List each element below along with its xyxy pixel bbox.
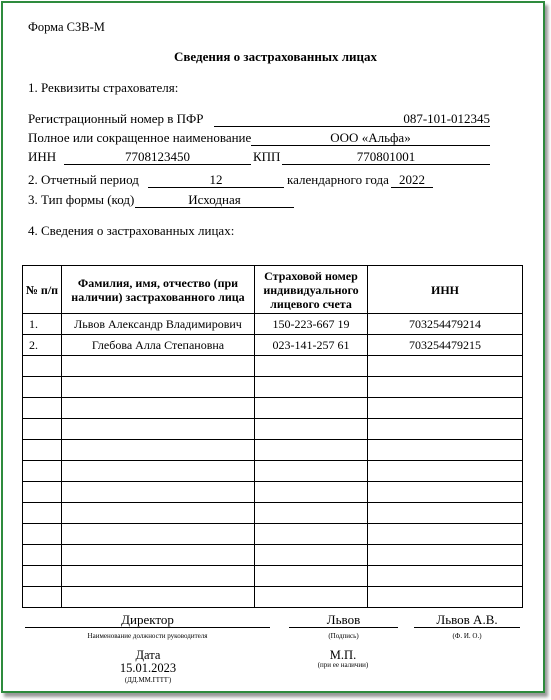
- document-title: Сведения о застрахованных лицах: [174, 49, 377, 64]
- table-row: [23, 398, 523, 419]
- cell-fullname: Львов Александр Владимирович: [62, 314, 255, 335]
- form-label: Форма СЗВ-М: [28, 20, 105, 34]
- table-row: [23, 314, 523, 335]
- cell-fullname: [62, 440, 255, 461]
- cell-snils: [255, 482, 368, 503]
- cell-snils: [255, 356, 368, 377]
- cell-fullname: [62, 356, 255, 377]
- position-value: Директор: [25, 612, 270, 628]
- reg-number-value: 087-101-012345: [214, 111, 490, 127]
- year-value: 2022: [391, 172, 433, 188]
- cell-inn: [368, 356, 523, 377]
- period-label: 2. Отчетный период: [28, 172, 139, 187]
- cell-inn: 703254479215: [368, 335, 523, 356]
- cell-fullname: [62, 566, 255, 587]
- table-row: [23, 377, 523, 398]
- stamp-label: М.П.: [329, 648, 357, 662]
- fio-caption: (Ф. И. О.): [452, 632, 482, 640]
- cell-number: [23, 356, 62, 377]
- cell-number: [23, 482, 62, 503]
- cell-number: [23, 377, 62, 398]
- cell-snils: 150-223-667 19: [255, 314, 368, 335]
- position-caption: Наименование должности руководителя: [87, 632, 208, 640]
- section-4-heading: 4. Сведения о застрахованных лицах:: [28, 223, 235, 238]
- cell-inn: 703254479214: [368, 314, 523, 335]
- org-name-value: ООО «Альфа»: [251, 130, 490, 146]
- header-snils: Страховой номер индивидуального лицевого счета: [255, 266, 368, 314]
- cell-number: [23, 587, 62, 608]
- cell-inn: [368, 419, 523, 440]
- cell-snils: 023-141-257 61: [255, 335, 368, 356]
- cell-fullname: [62, 545, 255, 566]
- cell-fullname: [62, 503, 255, 524]
- inn-value: 7708123450: [64, 149, 251, 165]
- insured-persons-table: [22, 265, 523, 608]
- kpp-value: 770801001: [282, 149, 490, 165]
- year-label: календарного года: [287, 172, 389, 187]
- table-row: [23, 545, 523, 566]
- cell-fullname: [62, 482, 255, 503]
- cell-inn: [368, 440, 523, 461]
- cell-number: 2.: [23, 335, 62, 356]
- cell-inn: [368, 545, 523, 566]
- org-name-label: Полное или сокращенное наименование: [28, 130, 252, 145]
- table-row: [23, 482, 523, 503]
- cell-fullname: [62, 587, 255, 608]
- cell-snils: [255, 545, 368, 566]
- date-value: 15.01.2023: [119, 661, 177, 675]
- table-row: [23, 440, 523, 461]
- cell-inn: [368, 566, 523, 587]
- header-fullname: Фамилия, имя, отчество (при наличии) застрахованного лица: [62, 266, 255, 314]
- cell-number: 1.: [23, 314, 62, 335]
- table-row: [23, 524, 523, 545]
- signature-caption: (Подпись): [328, 632, 359, 640]
- cell-inn: [368, 482, 523, 503]
- table-row: [23, 419, 523, 440]
- fio-value: Львов А.В.: [414, 612, 520, 628]
- cell-fullname: [62, 419, 255, 440]
- cell-inn: [368, 461, 523, 482]
- cell-fullname: [62, 524, 255, 545]
- cell-fullname: [62, 377, 255, 398]
- table-row: [23, 566, 523, 587]
- period-value: 12: [148, 172, 284, 188]
- table-row: [23, 587, 523, 608]
- cell-number: [23, 398, 62, 419]
- cell-number: [23, 440, 62, 461]
- cell-number: [23, 524, 62, 545]
- cell-snils: [255, 398, 368, 419]
- section-1-heading: 1. Реквизиты страхователя:: [28, 80, 179, 95]
- table-row: [23, 356, 523, 377]
- cell-snils: [255, 461, 368, 482]
- cell-snils: [255, 587, 368, 608]
- cell-snils: [255, 503, 368, 524]
- cell-number: [23, 461, 62, 482]
- cell-snils: [255, 566, 368, 587]
- header-number: № п/п: [23, 266, 62, 314]
- reg-number-label: Регистрационный номер в ПФР: [28, 111, 204, 126]
- cell-inn: [368, 524, 523, 545]
- cell-number: [23, 545, 62, 566]
- table-row: [23, 503, 523, 524]
- date-label: Дата: [135, 648, 161, 662]
- table-row: [23, 335, 523, 356]
- cell-inn: [368, 377, 523, 398]
- stamp-caption: (при ее наличии): [317, 661, 369, 669]
- date-caption: (ДД.ММ.ГГГГ): [124, 676, 172, 684]
- cell-fullname: [62, 461, 255, 482]
- form-type-label: 3. Тип формы (код): [28, 192, 135, 207]
- form-type-value: Исходная: [135, 192, 294, 208]
- cell-inn: [368, 398, 523, 419]
- cell-fullname: Глебова Алла Степановна: [62, 335, 255, 356]
- cell-number: [23, 503, 62, 524]
- cell-snils: [255, 524, 368, 545]
- cell-snils: [255, 440, 368, 461]
- cell-fullname: [62, 398, 255, 419]
- inn-label: ИНН: [28, 149, 57, 164]
- cell-number: [23, 419, 62, 440]
- cell-number: [23, 566, 62, 587]
- header-inn: ИНН: [368, 266, 523, 314]
- cell-inn: [368, 587, 523, 608]
- cell-snils: [255, 377, 368, 398]
- cell-snils: [255, 419, 368, 440]
- cell-inn: [368, 503, 523, 524]
- signature-value: Львов: [289, 612, 398, 628]
- kpp-label: КПП: [253, 149, 281, 164]
- table-header-row: [23, 266, 523, 314]
- table-row: [23, 461, 523, 482]
